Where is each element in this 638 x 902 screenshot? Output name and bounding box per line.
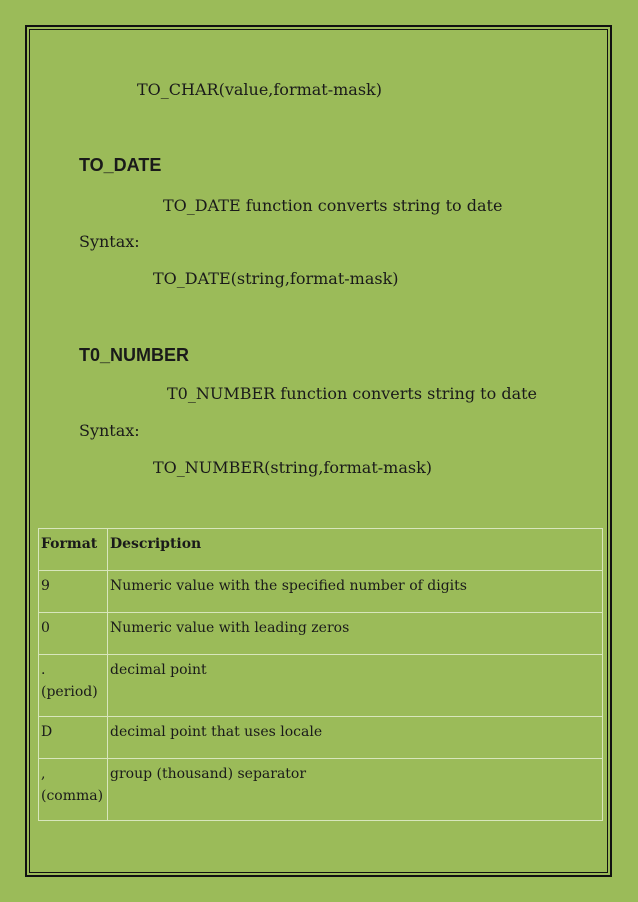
table-cell-description: group (thousand) separator — [108, 759, 603, 821]
to-number-syntax-label: Syntax: — [79, 421, 140, 440]
table-header-row — [39, 529, 603, 571]
table-row — [39, 571, 603, 613]
format-table — [38, 528, 603, 821]
table-cell-format: 9 — [39, 571, 108, 613]
table-row — [39, 759, 603, 821]
to-date-description: TO_DATE function converts string to date — [163, 196, 503, 215]
table-cell-format — [39, 759, 108, 821]
to-number-heading: T0_NUMBER — [79, 345, 190, 365]
to-number-syntax: TO_NUMBER(string,format-mask) — [153, 458, 433, 477]
table-cell-description: decimal point that uses locale — [108, 717, 603, 759]
table-cell-description: decimal point — [108, 655, 603, 717]
format-symbol-name: (period) — [41, 684, 98, 700]
to-date-heading: TO_DATE — [79, 155, 162, 175]
to-date-syntax: TO_DATE(string,format-mask) — [153, 269, 399, 288]
to-number-description: T0_NUMBER function converts string to date — [167, 384, 537, 403]
to-date-syntax-label: Syntax: — [79, 232, 140, 251]
table-cell-format: D — [39, 717, 108, 759]
table-row — [39, 717, 603, 759]
table-cell-description: Numeric value with the specified number of digits — [108, 571, 603, 613]
format-symbol-name: (comma) — [41, 788, 104, 804]
table-cell-format — [39, 655, 108, 717]
table-header-format: Format — [39, 529, 108, 571]
table-cell-description: Numeric value with leading zeros — [108, 613, 603, 655]
format-symbol: . — [41, 662, 46, 678]
table-row — [39, 613, 603, 655]
table-row — [39, 655, 603, 717]
to-char-syntax: TO_CHAR(value,format-mask) — [137, 80, 382, 99]
table-header-description: Description — [108, 529, 603, 571]
format-symbol: , — [41, 766, 46, 782]
table-cell-format: 0 — [39, 613, 108, 655]
